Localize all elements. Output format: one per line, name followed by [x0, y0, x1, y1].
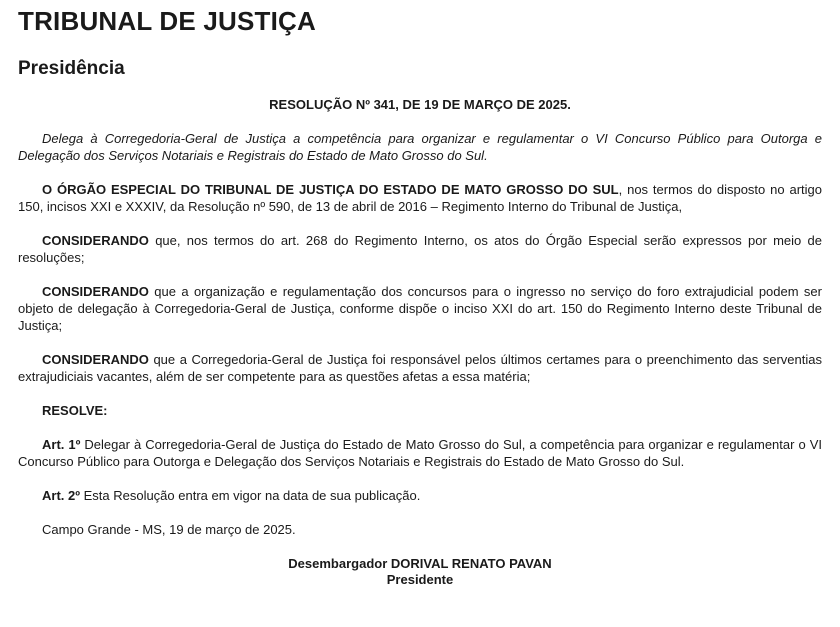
court-title: TRIBUNAL DE JUSTIÇA: [18, 6, 317, 36]
article-1: [18, 436, 822, 470]
considerando-1-text: que, nos termos do art. 268 do Regimento Interno, os atos do Órgão Especial serão expressos por meio de resoluções;: [18, 233, 822, 265]
signatory-role: Presidente: [386, 572, 454, 587]
preamble-text: , nos termos do disposto no artigo 150, incisos XXI e XXXIV, da Resolução nº 590, de 13 de abril de 2016 – Regimento Interno do Tribunal de Justiça,: [18, 182, 822, 214]
article-1-text: Delegar à Corregedoria-Geral de Justiça do Estado de Mato Grosso do Sul, a competência para organizar e regulamentar o VI Concurso Público para Outorga e Delegação dos Serviços Notariais e Registrais do Estado de Mato Grosso do Sul.: [18, 437, 822, 469]
considerando-2-text: que a organização e regulamentação dos concursos para o ingresso no serviço do foro extrajudicial podem ser objeto de delegação à Corregedoria-Geral de Justiça, conforme dispõe o inciso XXI do art. 150 do Regimento Interno deste Tribunal de Justiça;: [18, 284, 822, 333]
signatory-name: Desembargador DORIVAL RENATO PAVAN: [288, 556, 552, 571]
preamble-authority: O ÓRGÃO ESPECIAL DO TRIBUNAL DE JUSTIÇA DO ESTADO DE MATO GROSSO DO SUL: [42, 182, 619, 197]
considerando-3-text: que a Corregedoria-Geral de Justiça foi responsável pelos últimos certames para o preenchimento das serventias extrajudiciais vacantes, além de ser competente para as questões afetas a essa matéria;: [18, 352, 822, 384]
resolve-heading: RESOLVE:: [42, 403, 108, 418]
article-2-text: Esta Resolução entra em vigor na data de sua publicação.: [79, 488, 421, 503]
considerando-3: [18, 351, 822, 385]
considerando-2: [18, 283, 822, 334]
place-date: Campo Grande - MS, 19 de março de 2025.: [42, 522, 296, 537]
considerando-label: CONSIDERANDO: [42, 352, 149, 367]
department-title: Presidência: [18, 58, 125, 79]
resolution-ementa: Delega à Corregedoria-Geral de Justiça a competência para organizar e regulamentar o VI Concurso Público para Outorga e Delegação dos Serviços Notariais e Registrais do Estado de Mato Grosso do Sul.: [18, 131, 822, 163]
preamble-paragraph: [18, 181, 822, 215]
considerando-1: [18, 232, 822, 266]
resolution-title: RESOLUÇÃO Nº 341, DE 19 DE MARÇO DE 2025.: [269, 97, 571, 112]
article-2-label: Art. 2º: [42, 488, 80, 503]
considerando-label: CONSIDERANDO: [42, 233, 149, 248]
article-1-label: Art. 1º: [42, 437, 81, 452]
signature-block: [18, 556, 822, 588]
considerando-label: CONSIDERANDO: [42, 284, 149, 299]
article-2: [18, 487, 822, 504]
